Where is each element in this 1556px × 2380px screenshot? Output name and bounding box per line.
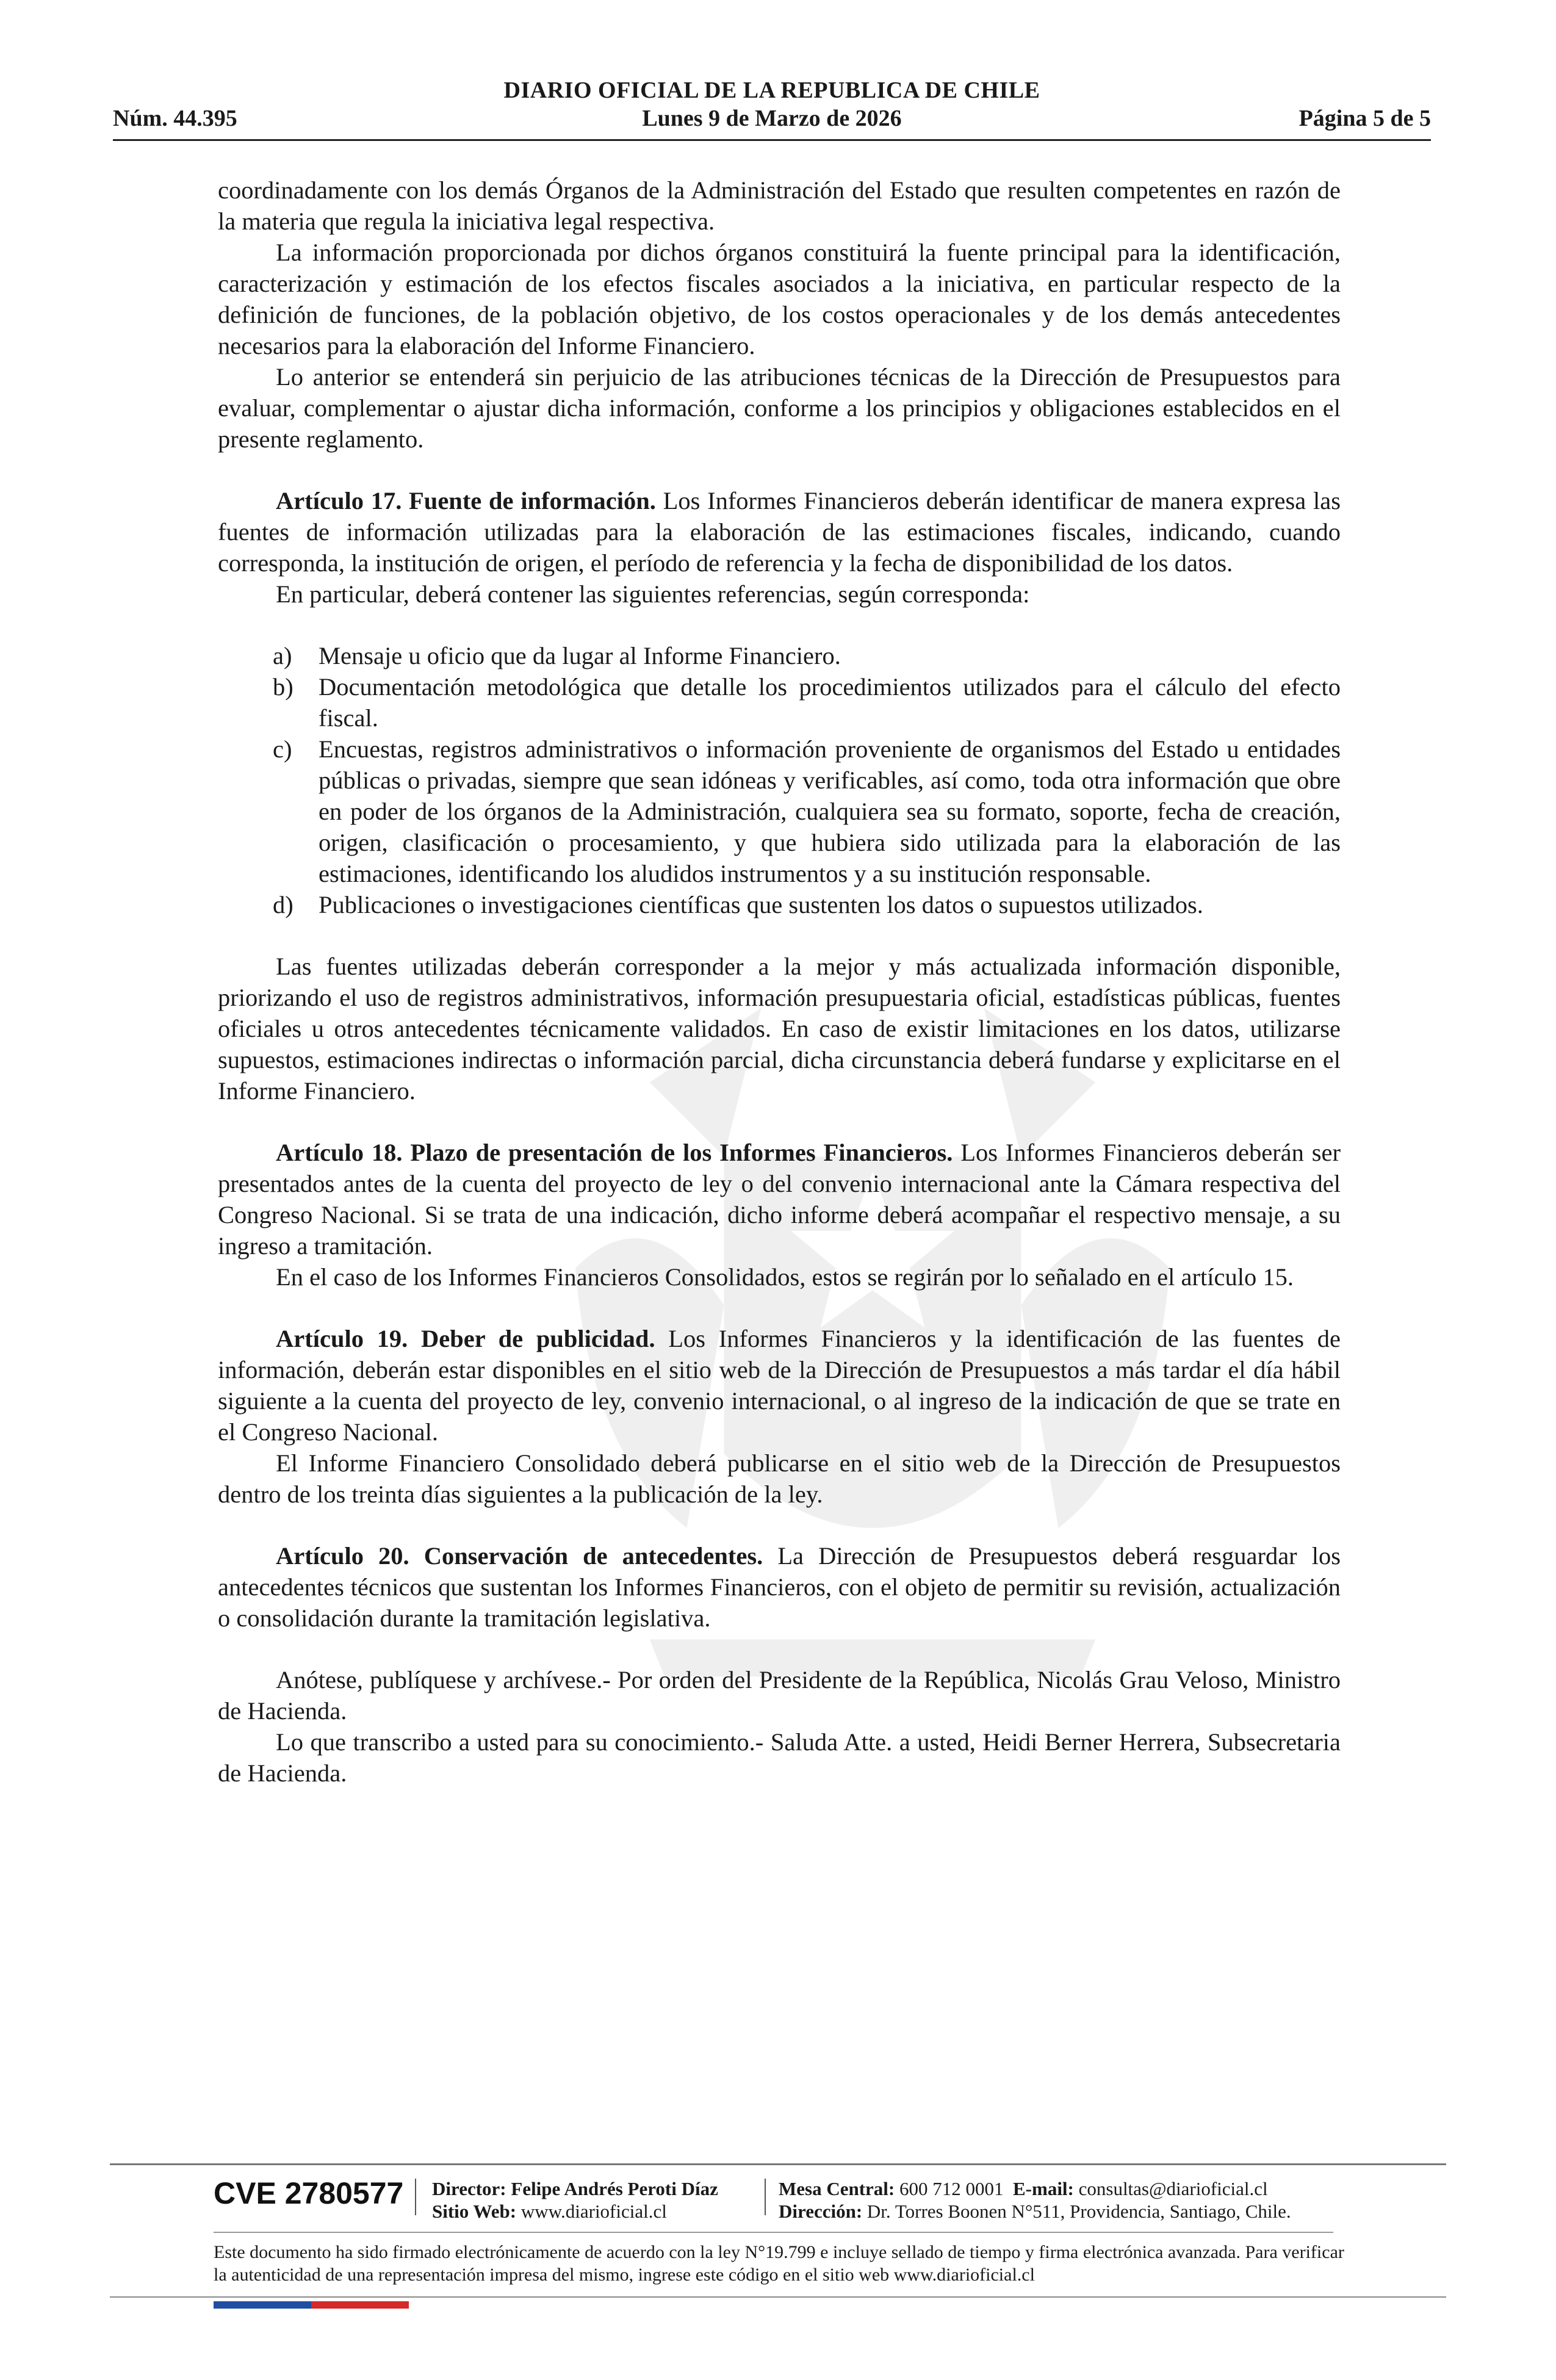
- footer-divider: [214, 2232, 1333, 2233]
- list-item-text: Mensaje u oficio que da lugar al Informe Financiero.: [319, 642, 841, 669]
- article-17: [218, 485, 1341, 579]
- closing-paragraph: Anótese, publíquese y archívese.- Por orden del Presidente de la República, Nicolás Grau Veloso, Ministro de Hacienda.: [218, 1666, 1341, 1725]
- list-marker: a): [273, 642, 292, 669]
- list-item: [218, 889, 1341, 920]
- article-heading: Artículo 20. Conservación de antecedentes.: [276, 1542, 763, 1570]
- article-text: Los Informes Financieros deberán identificar de manera expresa las fuentes de información utilizadas para la elaboración de las estimaciones fiscales, indicando, cuando corresponda, la institución de origen, el período de referencia y la fecha de disponibilidad de los datos.: [218, 487, 1341, 577]
- flag-stripe-red: [311, 2301, 409, 2309]
- footer-divider: [110, 2163, 1446, 2165]
- header-divider: [113, 139, 1431, 141]
- list-item: [218, 640, 1341, 671]
- footer-separator: [415, 2179, 416, 2215]
- address-value: Dr. Torres Boonen N°511, Providencia, Santiago, Chile.: [866, 2201, 1291, 2222]
- article-20: [218, 1540, 1341, 1634]
- list-item-text: Documentación metodológica que detalle los procedimientos utilizados para el cálculo del efecto fiscal.: [319, 673, 1341, 732]
- article-text: La Dirección de Presupuestos deberá resguardar los antecedentes técnicos que sustentan los Informes Financieros, con el objeto de permitir su revisión, actualización o consolidación durante la tramitación legislativa.: [218, 1542, 1341, 1632]
- list-marker: d): [273, 891, 294, 918]
- page-indicator: Página 5 de 5: [1298, 106, 1431, 131]
- article-text: Los Informes Financieros deberán ser presentados antes de la cuenta del proyecto de ley o del convenio internacional ante la Cámara respectiva del Congreso Nacional. Si se trata de una indicación, dicho informe deberá acompañar el respectivo mensaje, a su ingreso a tramitación.: [218, 1139, 1341, 1260]
- page-header: [113, 72, 1431, 145]
- footer-contact-block: [779, 2177, 1291, 2223]
- address-label: Dirección:: [779, 2201, 863, 2222]
- list-item: [218, 734, 1341, 889]
- site-label: Sitio Web:: [432, 2201, 517, 2222]
- director-name: Felipe Andrés Peroti Díaz: [511, 2178, 718, 2199]
- signature-note: Este documento ha sido firmado electrónicamente de acuerdo con la ley N°19.799 e incluye sellado de tiempo y firma electrónica avanzada. Para verificar la autenticidad de una representación impresa del mismo, ingrese este código en el sitio web www.diarioficial.cl: [214, 2242, 1344, 2285]
- document-body: [218, 175, 1341, 1789]
- references-list: [218, 640, 1341, 920]
- phone-value: 600 712 0001: [899, 2178, 1004, 2199]
- footer-separator: [765, 2179, 766, 2215]
- list-item-text: Encuestas, registros administrativos o información proveniente de organismos del Estado u entidades públicas o privadas, siempre que sean idóneas y verificables, así como, toda otra información que obre en poder de los órganos de la Administración, cualquiera sea su formato, soporte, fecha de creación, origen, clasificación o procesamiento, y que hubiera sido utilizada para la elaboración de las estimaciones, identificando los aludidos instrumentos y a su institución responsable.: [319, 735, 1341, 887]
- article-heading: Artículo 18. Plazo de presentación de los Informes Financieros.: [276, 1139, 953, 1166]
- article-heading: Artículo 19. Deber de publicidad.: [276, 1325, 655, 1352]
- paragraph: Lo anterior se entenderá sin perjuicio de las atribuciones técnicas de la Dirección de Presupuestos para evaluar, complementar o ajustar dicha información, conforme a los principios y obligaciones establecidos en el presente reglamento.: [218, 363, 1341, 453]
- closing-paragraph: Lo que transcribo a usted para su conocimiento.- Saluda Atte. a usted, Heidi Berner Herrera, Subsecretaria de Hacienda.: [218, 1728, 1341, 1787]
- footer-divider: [110, 2296, 1446, 2298]
- site-link[interactable]: www.diarioficial.cl: [520, 2201, 667, 2222]
- paragraph: En particular, deberá contener las siguientes referencias, según corresponda:: [276, 580, 1030, 608]
- article-18: [218, 1137, 1341, 1261]
- paragraph: Las fuentes utilizadas deberán corresponder a la mejor y más actualizada información disponible, priorizando el uso de registros administrativos, información presupuestaria oficial, estadísticas públicas, fuentes oficiales u otros antecedentes técnicamente validados. En caso de existir limitaciones en los datos, utilizarse supuestos, estimaciones indirectas o información parcial, dicha circunstancia deberá fundarse y explicitarse en el Informe Financiero.: [218, 953, 1341, 1105]
- list-item-text: Publicaciones o investigaciones científicas que sustenten los datos o supuestos utilizados.: [319, 891, 1203, 918]
- email-link[interactable]: consultas@diarioficial.cl: [1078, 2178, 1268, 2199]
- article-heading: Artículo 17. Fuente de información.: [276, 487, 656, 514]
- footer-director-block: [432, 2177, 718, 2223]
- paragraph: El Informe Financiero Consolidado deberá publicarse en el sitio web de la Dirección de Presupuestos dentro de los treinta días siguientes a la publicación de la ley.: [218, 1449, 1341, 1508]
- paragraph: coordinadamente con los demás Órganos de la Administración del Estado que resulten competentes en razón de la materia que regula la iniciativa legal respectiva.: [218, 176, 1341, 235]
- list-item: [218, 671, 1341, 734]
- list-marker: b): [273, 673, 294, 701]
- article-text: Los Informes Financieros y la identificación de las fuentes de información, deberán estar disponibles en el sitio web de la Dirección de Presupuestos a más tardar el día hábil siguiente a la cuenta del proyecto de ley, convenio internacional, o al ingreso de la indicación de que se trate en el Congreso Nacional.: [218, 1325, 1341, 1446]
- cve-code: CVE 2780577: [214, 2176, 404, 2210]
- article-19: [218, 1323, 1341, 1448]
- director-label: Director:: [432, 2178, 506, 2199]
- paragraph: La información proporcionada por dichos órganos constituirá la fuente principal para la identificación, caracterización y estimación de los efectos fiscales asociados a la iniciativa, en particular respecto de la definición de funciones, de la población objetivo, de los costos operacionales y de los demás antecedentes necesarios para la elaboración del Informe Financiero.: [218, 239, 1341, 359]
- issue-date: Lunes 9 de Marzo de 2026: [642, 106, 902, 131]
- flag-stripe-blue: [214, 2301, 311, 2309]
- email-label: E-mail:: [1013, 2178, 1074, 2199]
- phone-label: Mesa Central:: [779, 2178, 895, 2199]
- paragraph: En el caso de los Informes Financieros Consolidados, estos se regirán por lo señalado en el artículo 15.: [276, 1263, 1294, 1291]
- newspaper-title: DIARIO OFICIAL DE LA REPUBLICA DE CHILE: [503, 78, 1040, 103]
- issue-number: Núm. 44.395: [113, 106, 237, 131]
- list-marker: c): [273, 735, 292, 763]
